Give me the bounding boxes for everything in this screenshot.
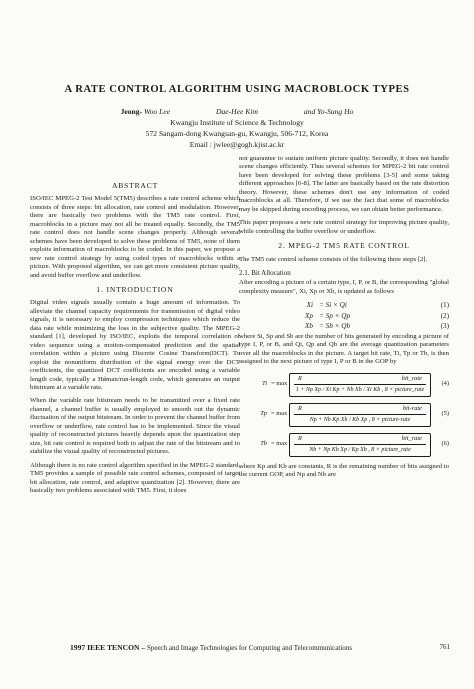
section-2-heading: 2. MPEG-2 TM5 RATE CONTROL: [278, 241, 410, 251]
subsection-2-1-heading: 2.1. Bit Allocation: [239, 268, 291, 277]
abstract-heading: ABSTRACT: [111, 181, 159, 190]
author-1: Jeong- Woo Lee: [120, 107, 171, 116]
author-3: and Yo-Sung Ho: [303, 107, 354, 116]
equation-5: Tp = max R bit-rate Np + Nb Kp Xb / Kb Xp , 8 × picture-rate (5): [239, 403, 449, 427]
intro-paragraph: Digital video signals usually contain a huge amount of information. To alleviate the channel capacity requirements for transmission of digital video signals, it is necessary to employ compression techniques which reduce the data rate while minimizing the loss in the subjective quality. The MPEG-2 standard [1], developed by ISO/IEC, exploits the temporal correlation of video sequence using a motion-compensated prediction and the spatial correlation within a picture using Discrete Cosine Transform(DCT). To exploit the nonuniform distribution of the signal energy over the DCT coefficients, the quantized DCT coefficients are encoded using a variable length code, typically a Hǿman/run-length code, which generates an output bitstream at a variable rate.: [30, 299, 240, 391]
author-names: [0, 106, 474, 117]
equation-1: Xi = Si × Qi (1): [306, 301, 449, 310]
body-paragraph: where Si, Sp and Sb are the number of bits generated by encoding a picture of type I, P, or B, and Qi, Qp and Qb are the average quantization parameters over all the macroblocks in the picture. A target bit rate, Ti, Tp or Tb, is then assigned to the next picture of type I, P or B in the GOP by: [239, 332, 449, 366]
equation-4: Ti = max R bit_rate 1 + Np Xp / Xi Kp + Nb Xb / Xi Kb , 8 × picture_rate (4): [239, 373, 449, 397]
intro-paragraph: When the variable rate bitstream needs to be transmitted over a fixed rate channel, a channel buffer is usually employed to smooth out the dynamic fluctuation of the output bitstream. In order to prevent the channel buffer from overflow or underflow, rate control has to be implemented. Since the visual quality of reconstructed pictures heavily depends upon the quantization step size, bit rate control is required both to adjust the rate of the bitstream and to stabilize the visual quality of reconstructed pictures.: [30, 397, 240, 456]
abstract-text: ISO/IEC MPEG-2 Test Model 5(TM5) describes a rate control scheme which consists of three steps: bit allocation, rate control and modulation. However, there are basically two problems with the TM5 rate control. First, macroblocks in a picture may not all be treated equally. Secondly, the TM5 rate control does not handle scene changes properly. Although several schemes have been developed to solve these problems of TM5, none of them exploits information of macroblocks to be coded. In this paper, we propose a new rate control strategy by using coded types of macroblocks within a picture. With proposed algorithm, we can get more consistent picture quality, and avoid buffer overflow and underflow.: [30, 195, 240, 279]
introduction-heading: 1. INTRODUCTION: [96, 284, 174, 294]
body-paragraph: This paper proposes a new rate control strategy for improving picture quality, while controlling the buffer overflow or underflow.: [239, 219, 449, 235]
author-2: Dae-Hee Kim: [216, 107, 258, 116]
equations-1-3: [239, 301, 449, 330]
email: Email : jwlee@gogh.kjist.ac.kr: [189, 140, 285, 149]
body-paragraph: After encoding a picture of a certain type, I, P, or B, the corresponding "global complexity measure", Xi, Xp or Xb, is updated as follows: [239, 279, 449, 295]
affiliation: Kwangju Institute of Science & Technology: [170, 118, 304, 127]
author-block: [0, 106, 474, 150]
body-paragraph: where Kp and Kb are constants, R is the remaining number of bits assigned to the current GOP, and Np and Nb are: [239, 462, 449, 478]
page-number: 761: [439, 643, 450, 651]
body-paragraph: not guarantee to sustain uniform picture quality. Secondly, it does not handle scene changes efficiently. Thus several schemes for MPEG-2 bit rate control have been developed for solving these problems [3-5] and some taking different approaches [6-8]. The latter are basically based on the rate distortion theory. However, these schemes don't use any information of coded macroblocks at all. Therefore, if we use the fact that some of macroblocks may be skipped during encoding process, we can obtain better performance.: [239, 155, 449, 213]
left-column: [30, 176, 240, 500]
equation-3: Xb = Sb × Qb (3): [305, 322, 449, 331]
page-footer: [70, 643, 450, 652]
intro-paragraph: Although there is no rate control algorithm specified in the MPEG-2 standard, TM5 provides a sample of possible rate control schemes, composed of target bit allocation, rate control, and adaptive quantization [2]. However, there are basically two problems associated with TM5. First, it does: [30, 461, 240, 494]
paper-title: A RATE CONTROL ALGORITHM USING MACROBLOCK TYPES: [64, 84, 410, 95]
equation-2: Xp = Sp × Qp (2): [305, 311, 449, 320]
right-column: [239, 155, 449, 484]
equation-6: Tb = max R bit_rate Nb + Np Kb Xp / Kp Xb , 8 × picture_rate (6): [239, 433, 449, 457]
venue-line: 1997 IEEE TENCON – Speech and Image Technologies for Computing and Telecommunications: [70, 643, 352, 652]
body-paragraph: The TM5 rate control scheme consists of the following three steps [2].: [239, 255, 428, 263]
address: 572 Sangam-dong Kwangsan-gu, Kwangju, 506-712, Korea: [145, 129, 329, 138]
